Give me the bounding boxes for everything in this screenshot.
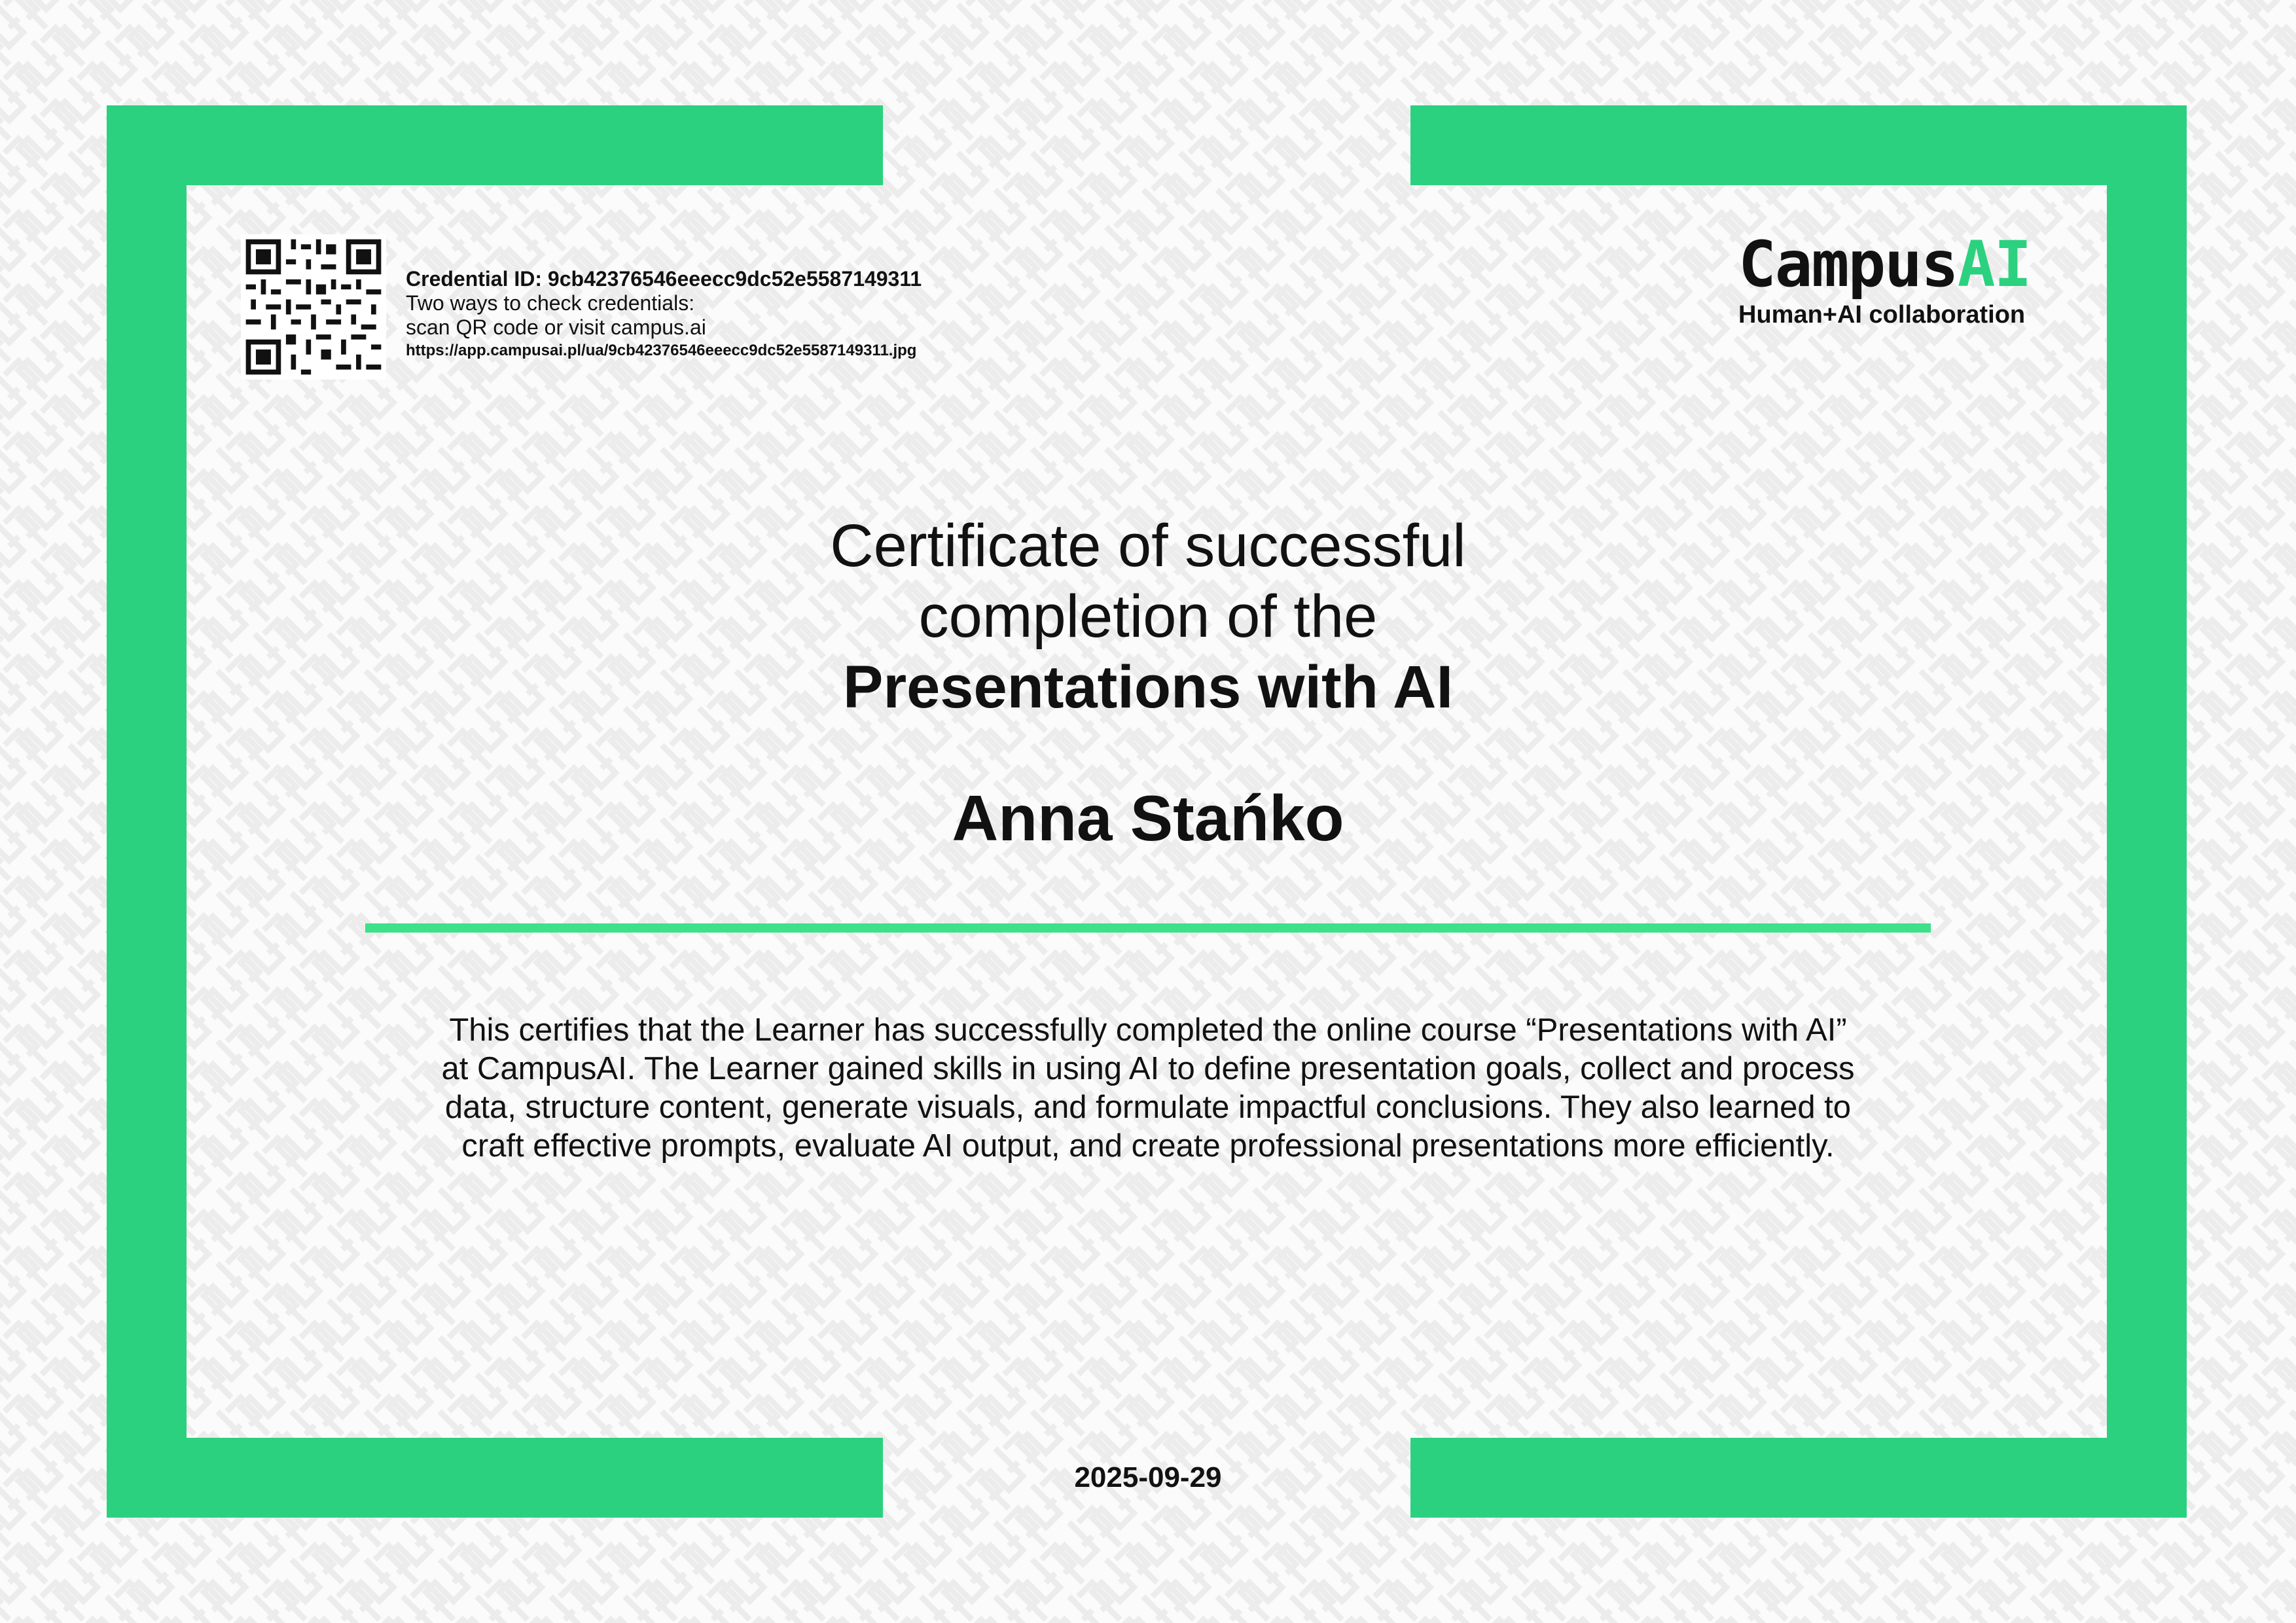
frame-bottom-right-bar [1410, 1438, 2187, 1518]
verification-instructions-line1: Two ways to check credentials: [406, 291, 695, 315]
frame-right-bar [2107, 105, 2187, 1518]
course-title: Presentations with AI [842, 654, 1454, 721]
frame-top-right-bar [1410, 105, 2187, 185]
campusai-logo [1738, 228, 2039, 329]
logo-wordmark [1738, 228, 2039, 301]
qr-code-icon[interactable] [241, 234, 386, 380]
logo-word-ai: AI [1957, 228, 2031, 301]
credential-info [406, 267, 1060, 360]
heading-line1: Certificate of successful [830, 512, 1466, 579]
frame-bottom-left-bar [107, 1438, 883, 1518]
heading-line2: completion of the [918, 583, 1378, 650]
credential-id-value: 9cb42376546eeecc9dc52e5587149311 [547, 267, 922, 291]
credential-id-label: Credential ID: [406, 267, 543, 291]
logo-tagline: Human+AI collaboration [1738, 301, 2026, 329]
divider-line [365, 923, 1931, 933]
frame-left-bar [107, 105, 187, 1518]
recipient-name: Anna Stańko [952, 782, 1344, 854]
frame-top-left-bar [107, 105, 883, 185]
logo-word-campus: Campus [1738, 228, 1958, 301]
credential-id [406, 267, 1060, 291]
verification-instructions-line2: scan QR code or visit campus.ai [406, 315, 706, 339]
certificate-heading [493, 510, 1803, 722]
certificate-description: This certifies that the Learner has successfully completed the online course “Presentations with AI” at CampusAI. The Learner gained skills in using AI to define presentation goals, collect and process data, structure content, generate visuals, and formulate impactful conclusions. They also learned to craft effective prompts, evaluate AI output, and create professional presentations more efficiently. [441, 1012, 1855, 1164]
issue-date: 2025-09-29 [1074, 1461, 1222, 1493]
credential-url-link[interactable]: https://app.campusai.pl/ua/9cb42376546eeecc9dc52e5587149311.jpg [406, 342, 917, 360]
